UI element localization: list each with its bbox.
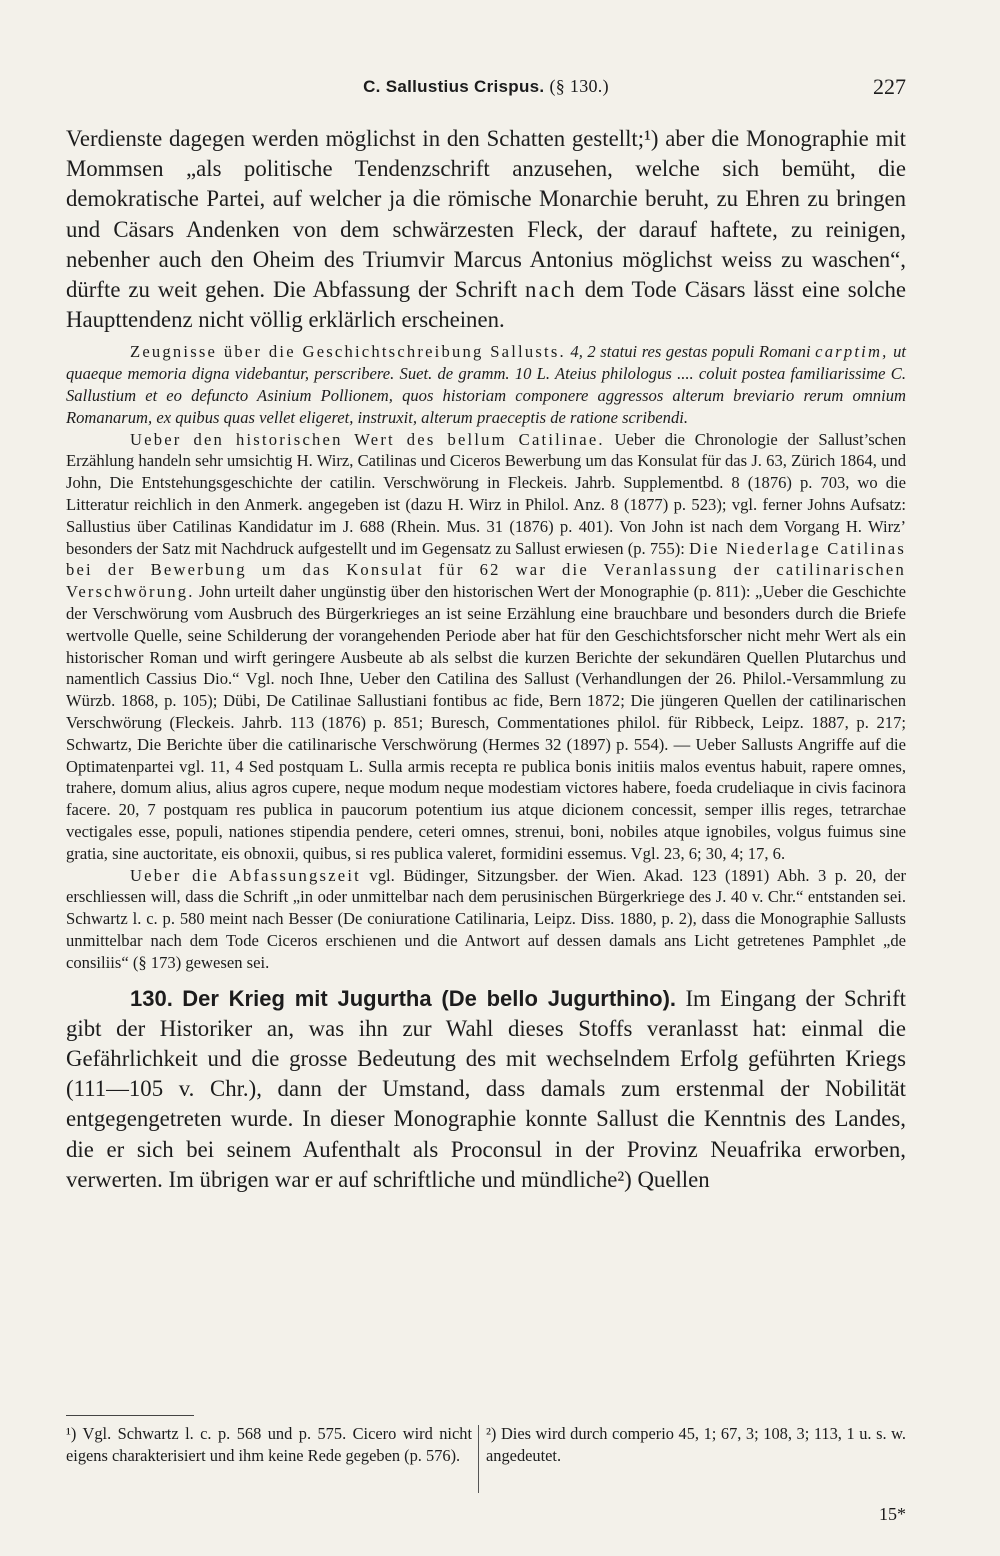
running-head-title: C. Sallustius Crispus. xyxy=(363,77,545,96)
zeugnisse-heading: Zeugnisse über die Geschichtschreibung Sallusts. xyxy=(130,342,566,362)
section-text: Im Eingang der Schrift gibt der Historiker an, was ihn zur Wahl dieses Stoffs veranlasst hat: einmal die Gefährlichkeit und die grosse Bedeutung des mit wechselndem Erfolg geführten Kriegs (111—105 v. Chr.), dann der Umstand, dass damals zum erstenmal der Nobilität entgegengetreten wurde. In dieser Monographie konnte Sallust die Kenntnis des Landes, die er sich bei seinem Aufenthalt als Proconsul in der Provinz Neuafrika erworben, verwerten. Im übrigen war er auf schriftliche und mündliche²) Quellen xyxy=(66,985,907,1192)
signature-mark: 15* xyxy=(879,1504,906,1524)
footnote-rule xyxy=(66,1415,194,1416)
footnotes xyxy=(66,1423,906,1503)
main-paragraph-end: dem Tode Cäsars lässt eine solche Haupttendenz nicht völlig erklärlich erscheinen. xyxy=(66,277,906,333)
running-head-section: (§ 130.) xyxy=(549,76,609,96)
page-body xyxy=(66,124,906,1195)
footnote-divider xyxy=(478,1425,479,1493)
page-number: 227 xyxy=(873,74,906,99)
wert-text-2: John urteilt daher ungünstig über den historischen Wert der Monographie (p. 811): „Ueber die Geschichte der Verschwörung vom Ausbruch des Bürgerkrieges an ist seine Erzählung eine brauchbare und besonders durch die Briefe wertvolle Quelle, seine Schilderung der vorangehenden Periode aber hat für den Geschichtsforscher nicht mehr Wert als ein historischer Roman und wirft geringere Ausbeute ab als selbst die kurzen Berichte der sekundären Quellen Plutarchus und namentlich Cassius Dio.“ Vgl. noch Ihne, Ueber den Catilina des Sallust (Verhandlungen der 26. Philol.-Versammlung zu Würzb. 1868, p. 105); Dübi, De Catilinae Sallustiani fontibus ac fide, Bern 1872; Die jüngeren Quellen der catilinarischen Verschwörung (Fleckeis. Jahrb. 113 (1876) p. 851; Buresch, Commentationes philol. für Ribbeck, Leipz. 1887, p. 217; Schwartz, Die Berichte über die catilinarische Verschwörung (Hermes 32 (1897) p. 554). — Ueber Sallusts Angriffe auf die Optimatenpartei vgl. 11, 4 Sed postquam L. Sulla armis recepta re publica bonis initiis malos eventus habuit, rapere omnes, trahere, domum alius, alius agros cupere, neque modum neque modestiam victores habere, foeda crudeliaque in civis facinora facere. 20, 7 postquam res publica in paucorum potentium ius atque dicionem concessit, semper illis reges, tetrarchae vectigales esse, populi, nationes stipendia pendere, ceteri omnes, strenui, boni, nobiles atque ignobiles, volgus fuimus sine gratia, sine auctoritate, eis obnoxii, quibus, si res publica valeret, formidini essemus. Vgl. 23, 6; 30, 4; 17, 6. xyxy=(66,582,906,863)
footnote-1: ¹) Vgl. Schwartz l. c. p. 568 und p. 575. Cicero wird nicht eigens charakterisiert und ihm keine Rede gegeben (p. 576). xyxy=(66,1424,472,1465)
wert-emphasis: Die Niederlage Catilinas bei der Bewerbung um das Konsulat für 62 war die Veranlassung der catilinarischen Verschwörung. xyxy=(66,538,906,602)
zeugnisse-text-2: ut quaeque memoria digna videbantur, perscribere. Suet. de gramm. 10 L. Ateius philologus .... coluit postea familiarissime C. Sallustium et eo defuncto Asinium Pollionem, quos historiam componere aggressos alterum breviario rerum omnium Romanarum, ex quibus quas vellet eligeret, instruxit, alterum praeceptis de ratione scribendi. xyxy=(66,342,906,427)
main-paragraph-text: Verdienste dagegen werden möglichst in den Schatten gestellt;¹) aber die Monographie mit Mommsen „als politische Tendenzschrift anzusehen, welche sich bemüht, die demokratische Partei, auf welcher ja die römische Monarchie beruht, zu Ehren zu bringen und Cäsars Andenken von dem schwärzesten Fleck, der darauf haftete, zu reinigen, nebenher auch den Oheim des Triumvir Marcus Antonius möglichst weiss zu waschen“, dürfte zu weit gehen. Die Abfassung der Schrift xyxy=(66,126,906,303)
wert-paragraph xyxy=(66,429,906,865)
wert-text-1: Ueber die Chronologie der Sallust’schen Erzählung handeln sehr umsichtig H. Wirz, Catilinas und Ciceros Bewerbung um das Konsulat für das J. 63, Zürich 1864, und John, Die Entstehungsgeschichte der catilin. Verschwörung in Fleckeis. Jahrb. Supplementbd. 8 (1876) p. 703, wo die Litteratur reichlich in den Anmerk. angegeben ist (dazu H. Wirz in Philol. Anz. 8 (1877) p. 523); vgl. ferner Johns Aufsatz: Sallustius über Catilinas Kandidatur im J. 688 (Rhein. Mus. 31 (1876) p. 401). Von John ist nach dem Vorgang H. Wirz’ besonders der Satz mit Nachdruck aufgestellt und im Gegensatz zu Sallust erwiesen (p. 755): xyxy=(66,429,907,558)
zeugnisse-text-1: 4, 2 statui res gestas populi Romani xyxy=(570,342,811,362)
running-head xyxy=(66,76,906,97)
section-130 xyxy=(66,984,906,1195)
section-number: 130. xyxy=(130,985,173,1011)
wert-heading: Ueber den historischen Wert des bellum Catilinae. xyxy=(130,429,605,449)
main-paragraph-emphasis: nach xyxy=(525,277,577,303)
page-header xyxy=(66,74,906,102)
abfassung-paragraph xyxy=(66,865,906,974)
section-title: Der Krieg mit Jugurtha (De bello Jugurthino). xyxy=(182,985,677,1011)
main-paragraph xyxy=(66,124,906,335)
zeugnisse-paragraph xyxy=(66,341,906,428)
abfassung-text: vgl. Büdinger, Sitzungsber. der Wien. Akad. 123 (1891) Abh. 3 p. 20, der erschliessen will, dass die Schrift „in oder unmittelbar nach dem perusinischen Bürgerkriege des J. 40 v. Chr.“ entstanden sei. Schwartz l. c. p. 580 meint nach Besser (De coniuratione Catilinaria, Leipz. Diss. 1880, p. 2), dass die Monographie Sallusts unmittelbar nach dem Tode Ciceros erschienen und die Antwort auf dessen damals ans Licht getretenes Pamphlet „de consiliis“ (§ 173) gewesen sei. xyxy=(66,865,906,972)
abfassung-heading: Ueber die Abfassungszeit xyxy=(130,865,361,885)
footnote-2: ²) Dies wird durch comperio 45, 1; 67, 3; 108, 3; 113, 1 u. s. w. angedeutet. xyxy=(486,1424,906,1465)
zeugnisse-emphasis: carptim, xyxy=(815,342,889,362)
